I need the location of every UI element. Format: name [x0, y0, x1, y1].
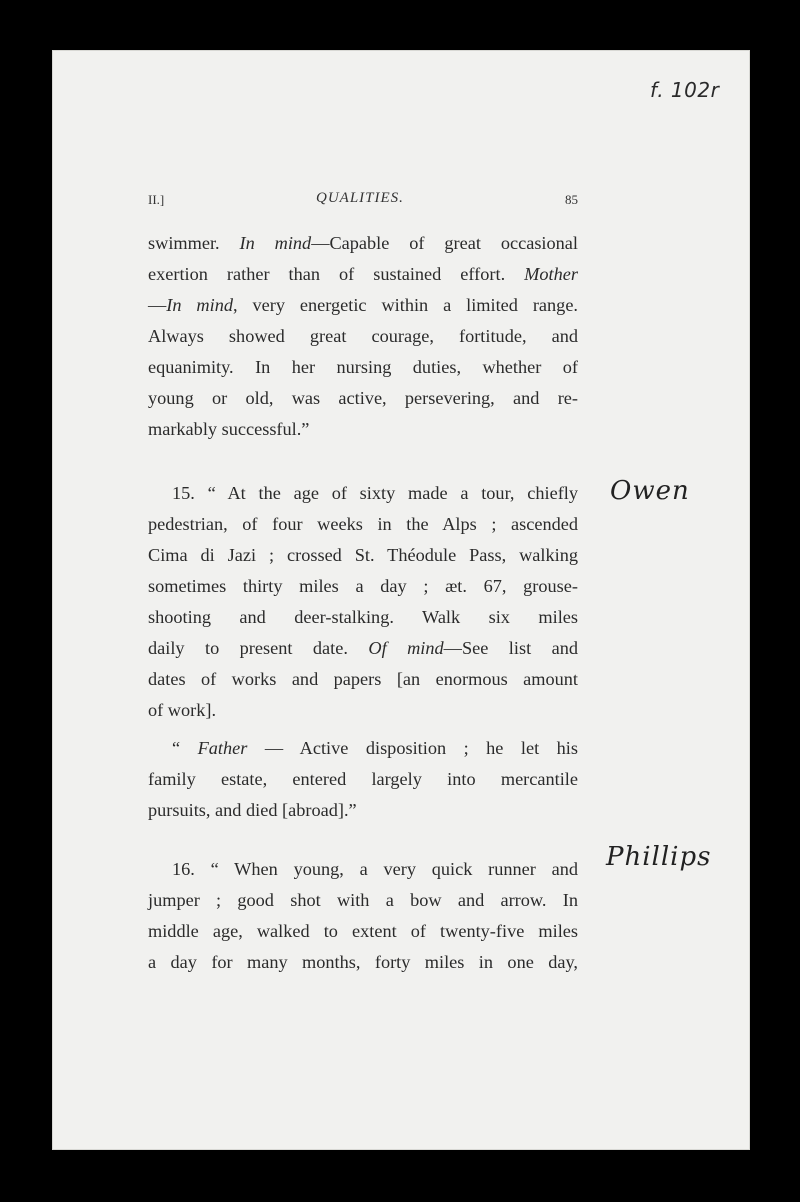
text-line: a day for many months, forty miles in one day, — [148, 952, 578, 972]
text-line: shooting and deer-stalking. Walk six miles — [148, 607, 578, 627]
margin-note-phillips: Phillips — [606, 842, 712, 872]
chapter-number: II.] — [148, 192, 165, 207]
margin-note-owen: Owen — [610, 476, 690, 506]
text-line: swimmer. In mind—Capable of great occasional — [148, 233, 578, 253]
text-line: family estate, entered largely into mercantile — [148, 769, 578, 789]
text-line: of work]. — [148, 700, 217, 720]
text-line: 16. “ When young, a very quick runner and — [172, 859, 578, 879]
running-head — [148, 192, 578, 212]
text-line: 15. “ At the age of sixty made a tour, chiefly — [172, 483, 578, 503]
folio-annotation: f. 102r — [650, 78, 720, 102]
text-line: exertion rather than of sustained effort. Mother — [148, 264, 578, 284]
text-line: young or old, was active, persevering, and re- — [148, 388, 578, 408]
paragraph-16 — [148, 854, 578, 978]
text-line: middle age, walked to extent of twenty-five miles — [148, 921, 578, 941]
text-line: —In mind, very energetic within a limited range. — [148, 295, 578, 315]
text-line: sometimes thirty miles a day ; æt. 67, grouse- — [148, 576, 578, 596]
paragraph-father — [148, 733, 578, 826]
text-line: markably successful.” — [148, 419, 310, 439]
text-line: pedestrian, of four weeks in the Alps ; ascended — [148, 514, 578, 534]
paragraph-15 — [148, 478, 578, 726]
text-line: Always showed great courage, fortitude, and — [148, 326, 578, 346]
paragraph-swimmer — [148, 228, 578, 445]
text-line: equanimity. In her nursing duties, whether of — [148, 357, 578, 377]
text-line: Cima di Jazi ; crossed St. Théodule Pass, walking — [148, 545, 578, 565]
text-line: pursuits, and died [abroad].” — [148, 800, 357, 820]
running-title: QUALITIES. — [316, 190, 404, 206]
text-line: dates of works and papers [an enormous amount — [148, 669, 578, 689]
text-line: jumper ; good shot with a bow and arrow. In — [148, 890, 578, 910]
page-number: 85 — [565, 192, 578, 207]
text-line: “ Father — Active disposition ; he let his — [172, 738, 578, 758]
text-line: daily to present date. Of mind—See list and — [148, 638, 578, 658]
